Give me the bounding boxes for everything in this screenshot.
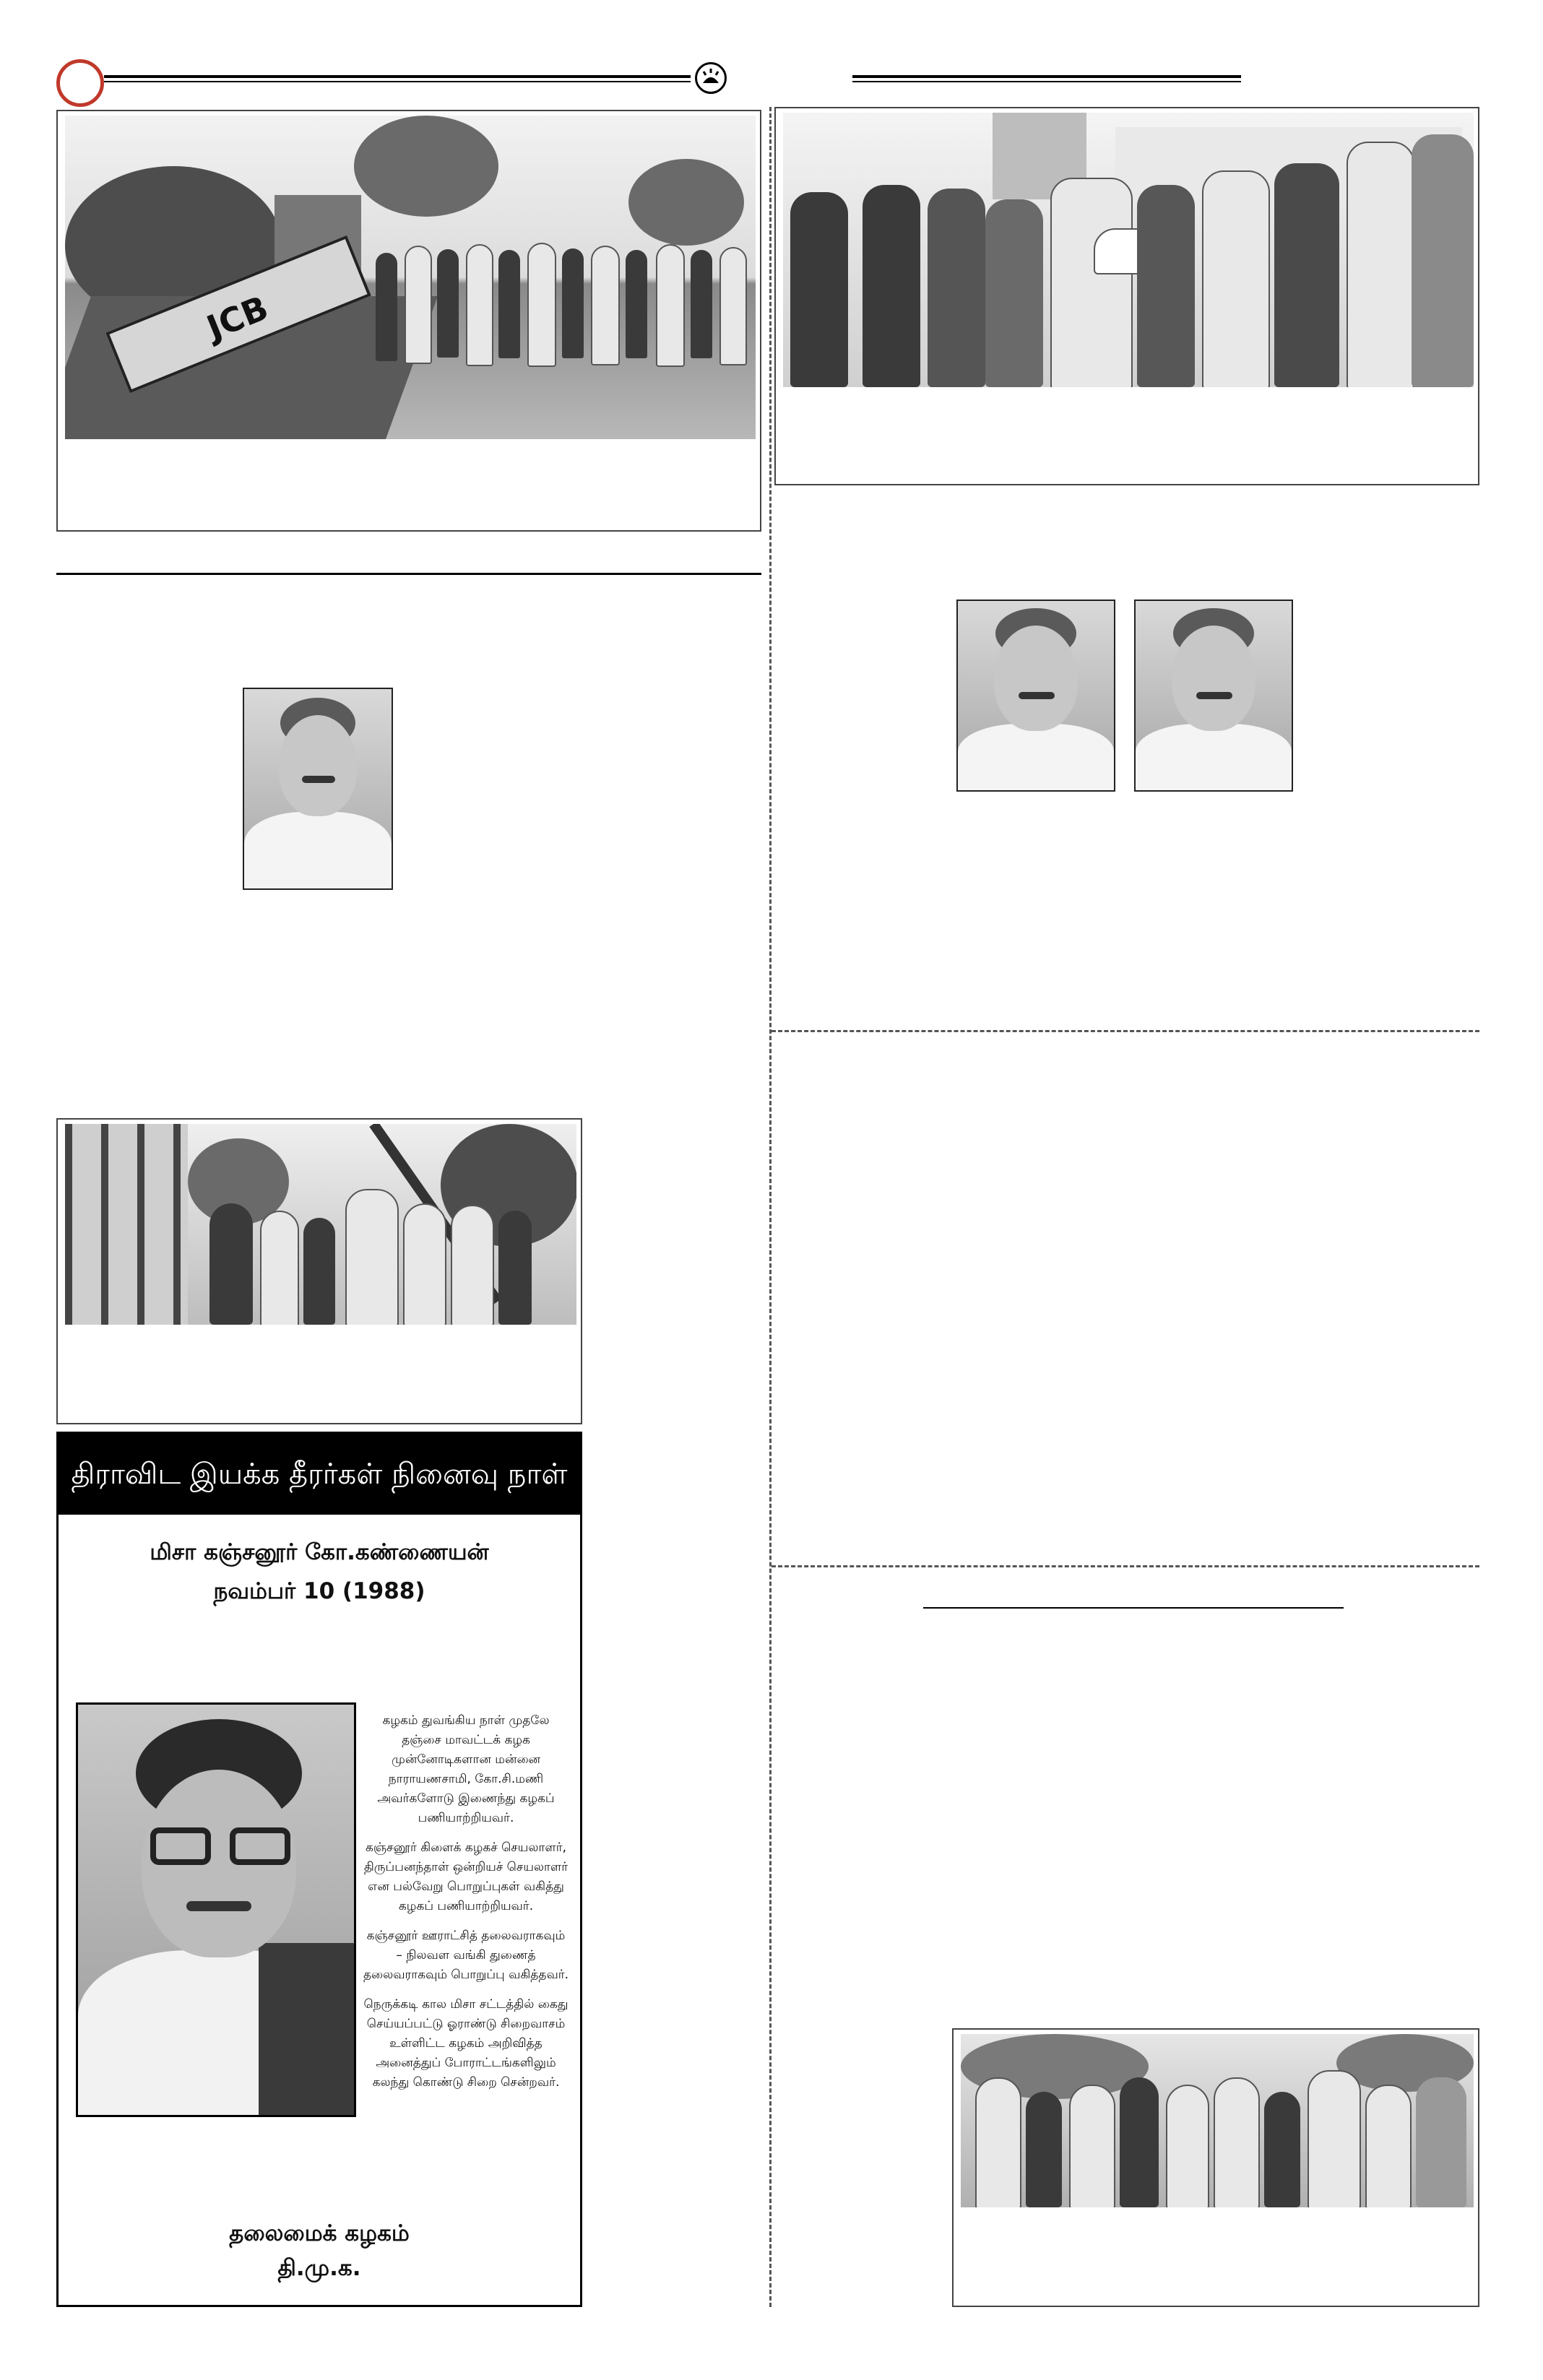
photo-site-inspection xyxy=(56,1118,582,1424)
memorial-bio-para-4: நெருக்கடி கால மிசா சட்டத்தில் கைது செய்யப்பட்டு ஓராண்டு சிறைவாசம் உள்ளிட்ட கழகம் அறிவித்த அனைத்துப் போராட்டங்களிலும் கலந்து கொண்டு சிறை சென்றவர். xyxy=(363,1997,569,2090)
left-section-rule xyxy=(56,573,761,575)
right-section-divider-1 xyxy=(772,1030,1479,1032)
memorial-banner xyxy=(59,1434,580,1515)
memorial-banner-text: திராவிட இயக்க தீரர்கள் நினைவு நாள் xyxy=(71,1458,568,1491)
memorial-box xyxy=(56,1432,582,2307)
header-rule-left-thin xyxy=(104,81,691,82)
portrait-leader-3 xyxy=(1134,600,1293,792)
memorial-portrait xyxy=(76,1702,356,2117)
jcb-label: JCB xyxy=(201,287,274,347)
header-logo-circle xyxy=(56,59,104,107)
photo-group-event xyxy=(774,107,1479,485)
photo-field-visit-image xyxy=(961,2034,1474,2207)
photo-road-work-image xyxy=(65,116,756,439)
photo-site-inspection-image xyxy=(65,1124,576,1325)
memorial-bio-para-1: கழகம் துவங்கிய நாள் முதலே தஞ்சை மாவட்டக் கழக முன்னோடிகளான மன்னை நாராயணசாமி, கோ.சி.மணி அவர்களோடு இணைந்து கழகப் பணியாற்றியவர். xyxy=(377,1713,555,1825)
rising-sun-icon xyxy=(695,62,727,94)
photo-field-visit xyxy=(952,2028,1479,2307)
memorial-name: மிசா கஞ்சனூர் கோ.கண்ணையன் xyxy=(150,1539,489,1565)
memorial-bio-para-3: கஞ்சனூர் ஊராட்சித் தலைவராகவும் – நிலவள வங்கி துணைத் தலைவராகவும் பொறுப்பு வகித்தவர். xyxy=(363,1929,569,1982)
memorial-footer-2: தி.மு.க. xyxy=(277,2255,361,2281)
right-section-divider-2 xyxy=(772,1565,1479,1567)
header-rule-right xyxy=(852,75,1241,78)
portrait-leader-1 xyxy=(243,688,393,890)
column-divider xyxy=(769,107,772,2307)
memorial-bio xyxy=(362,1711,570,2093)
memorial-date: நவம்பர் 10 (1988) xyxy=(213,1578,425,1604)
right-heading-rule xyxy=(923,1607,1344,1609)
header-rule-left xyxy=(104,75,691,78)
memorial-bio-para-2: கஞ்சனூர் கிளைக் கழகச் செயலாளர், திருப்பனந்தாள் ஒன்றியச் செயலாளர் என பல்வேறு பொறுப்புகள் வகித்து கழகப் பணியாற்றியவர். xyxy=(363,1840,569,1913)
portrait-leader-2 xyxy=(956,600,1115,792)
photo-road-work xyxy=(56,110,761,532)
memorial-footer-1: தலைமைக் கழகம் xyxy=(229,2220,410,2246)
photo-group-event-image xyxy=(783,113,1474,387)
header-rule-right-thin xyxy=(852,81,1241,82)
